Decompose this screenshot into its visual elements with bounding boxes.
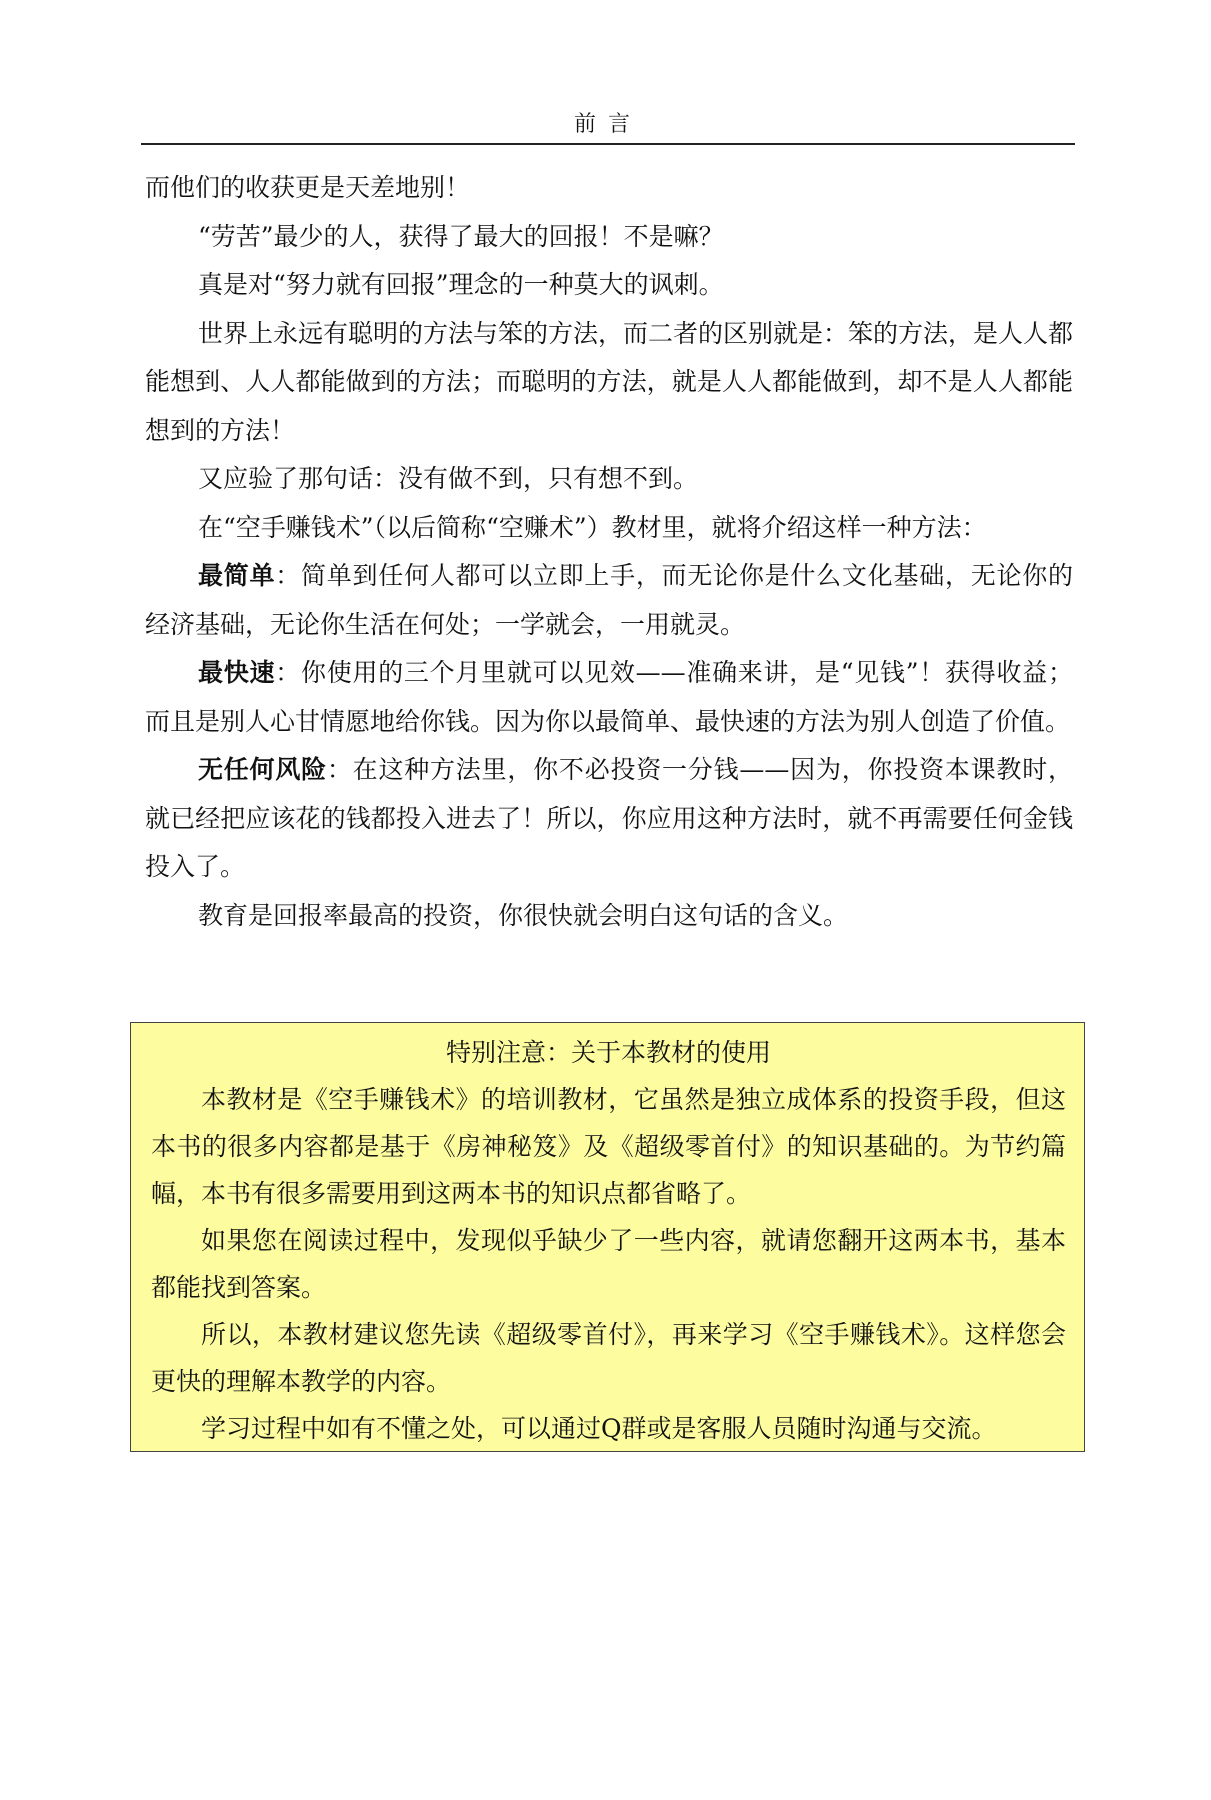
notice-title: 特别注意：关于本教材的使用 (445, 1038, 771, 1067)
paragraph-fastest (145, 649, 1073, 746)
body-text (145, 164, 1073, 940)
notice-paragraph-2: 如果您在阅读过程中，发现似乎缺少了一些内容，就请您翻开这两本书，基本都能找到答案。 (151, 1226, 1066, 1302)
notice-paragraph-3: 所以，本教材建议您先读《超级零首付》，再来学习《空手赚钱术》。这样您会更快的理解本教学的内容。 (151, 1320, 1066, 1396)
paragraph-2: “劳苦”最少的人，获得了最大的回报！不是嘛？ (198, 221, 724, 251)
paragraph-10: 教育是回报率最高的投资，你很快就会明白这句话的含义。 (198, 900, 849, 930)
paragraph-3: 真是对“努力就有回报”理念的一种莫大的讽刺。 (198, 270, 724, 299)
notice-paragraph-1: 本教材是《空手赚钱术》的培训教材，它虽然是独立成体系的投资手段，但这本书的很多内容都是基于《房神秘笈》及《超级零首付》的知识基础的。为节约篇幅，本书有很多需要用到这两本书的知识点都省略了。 (151, 1085, 1066, 1208)
paragraph-1: 而他们的收获更是天差地别！ (145, 173, 471, 202)
page-header-title: 前言 (573, 112, 642, 137)
paragraph-5: 又应验了那句话：没有做不到，只有想不到。 (198, 464, 699, 493)
text-simplest: ：简单到任何人都可以立即上手，而无论你是什么文化基础，无论你的经济基础，无论你生活在何处；一学就会，一用就灵。 (145, 561, 1073, 639)
label-no-risk: 无任何风险 (198, 755, 327, 784)
text-fastest: ：你使用的三个月里就可以见效——准确来讲，是“见钱”！获得收益；而且是别人心甘情愿地给你钱。因为你以最简单、最快速的方法为别人创造了价值。 (145, 658, 1073, 736)
label-simplest: 最简单 (198, 561, 276, 590)
text-no-risk: ：在这种方法里，你不必投资一分钱——因为，你投资本课教时，就已经把应该花的钱都投入进去了！所以，你应用这种方法时，就不再需要任何金钱投入了。 (145, 755, 1073, 881)
label-fastest: 最快速 (198, 658, 276, 687)
paragraph-6: 在“空手赚钱术”（以后简称“空赚术”）教材里，就将介绍这样一种方法： (198, 512, 987, 542)
paragraph-simplest (145, 552, 1073, 649)
paragraph-no-risk (145, 746, 1073, 892)
special-notice-box (130, 1022, 1085, 1452)
header-rule (141, 143, 1075, 145)
paragraph-4: 世界上永远有聪明的方法与笨的方法，而二者的区别就是：笨的方法，是人人都能想到、人人都能做到的方法；而聪明的方法，就是人人都能做到，却不是人人都能想到的方法！ (145, 318, 1074, 445)
notice-paragraph-4: 学习过程中如有不懂之处，可以通过Q群或是客服人员随时沟通与交流。 (201, 1414, 997, 1443)
